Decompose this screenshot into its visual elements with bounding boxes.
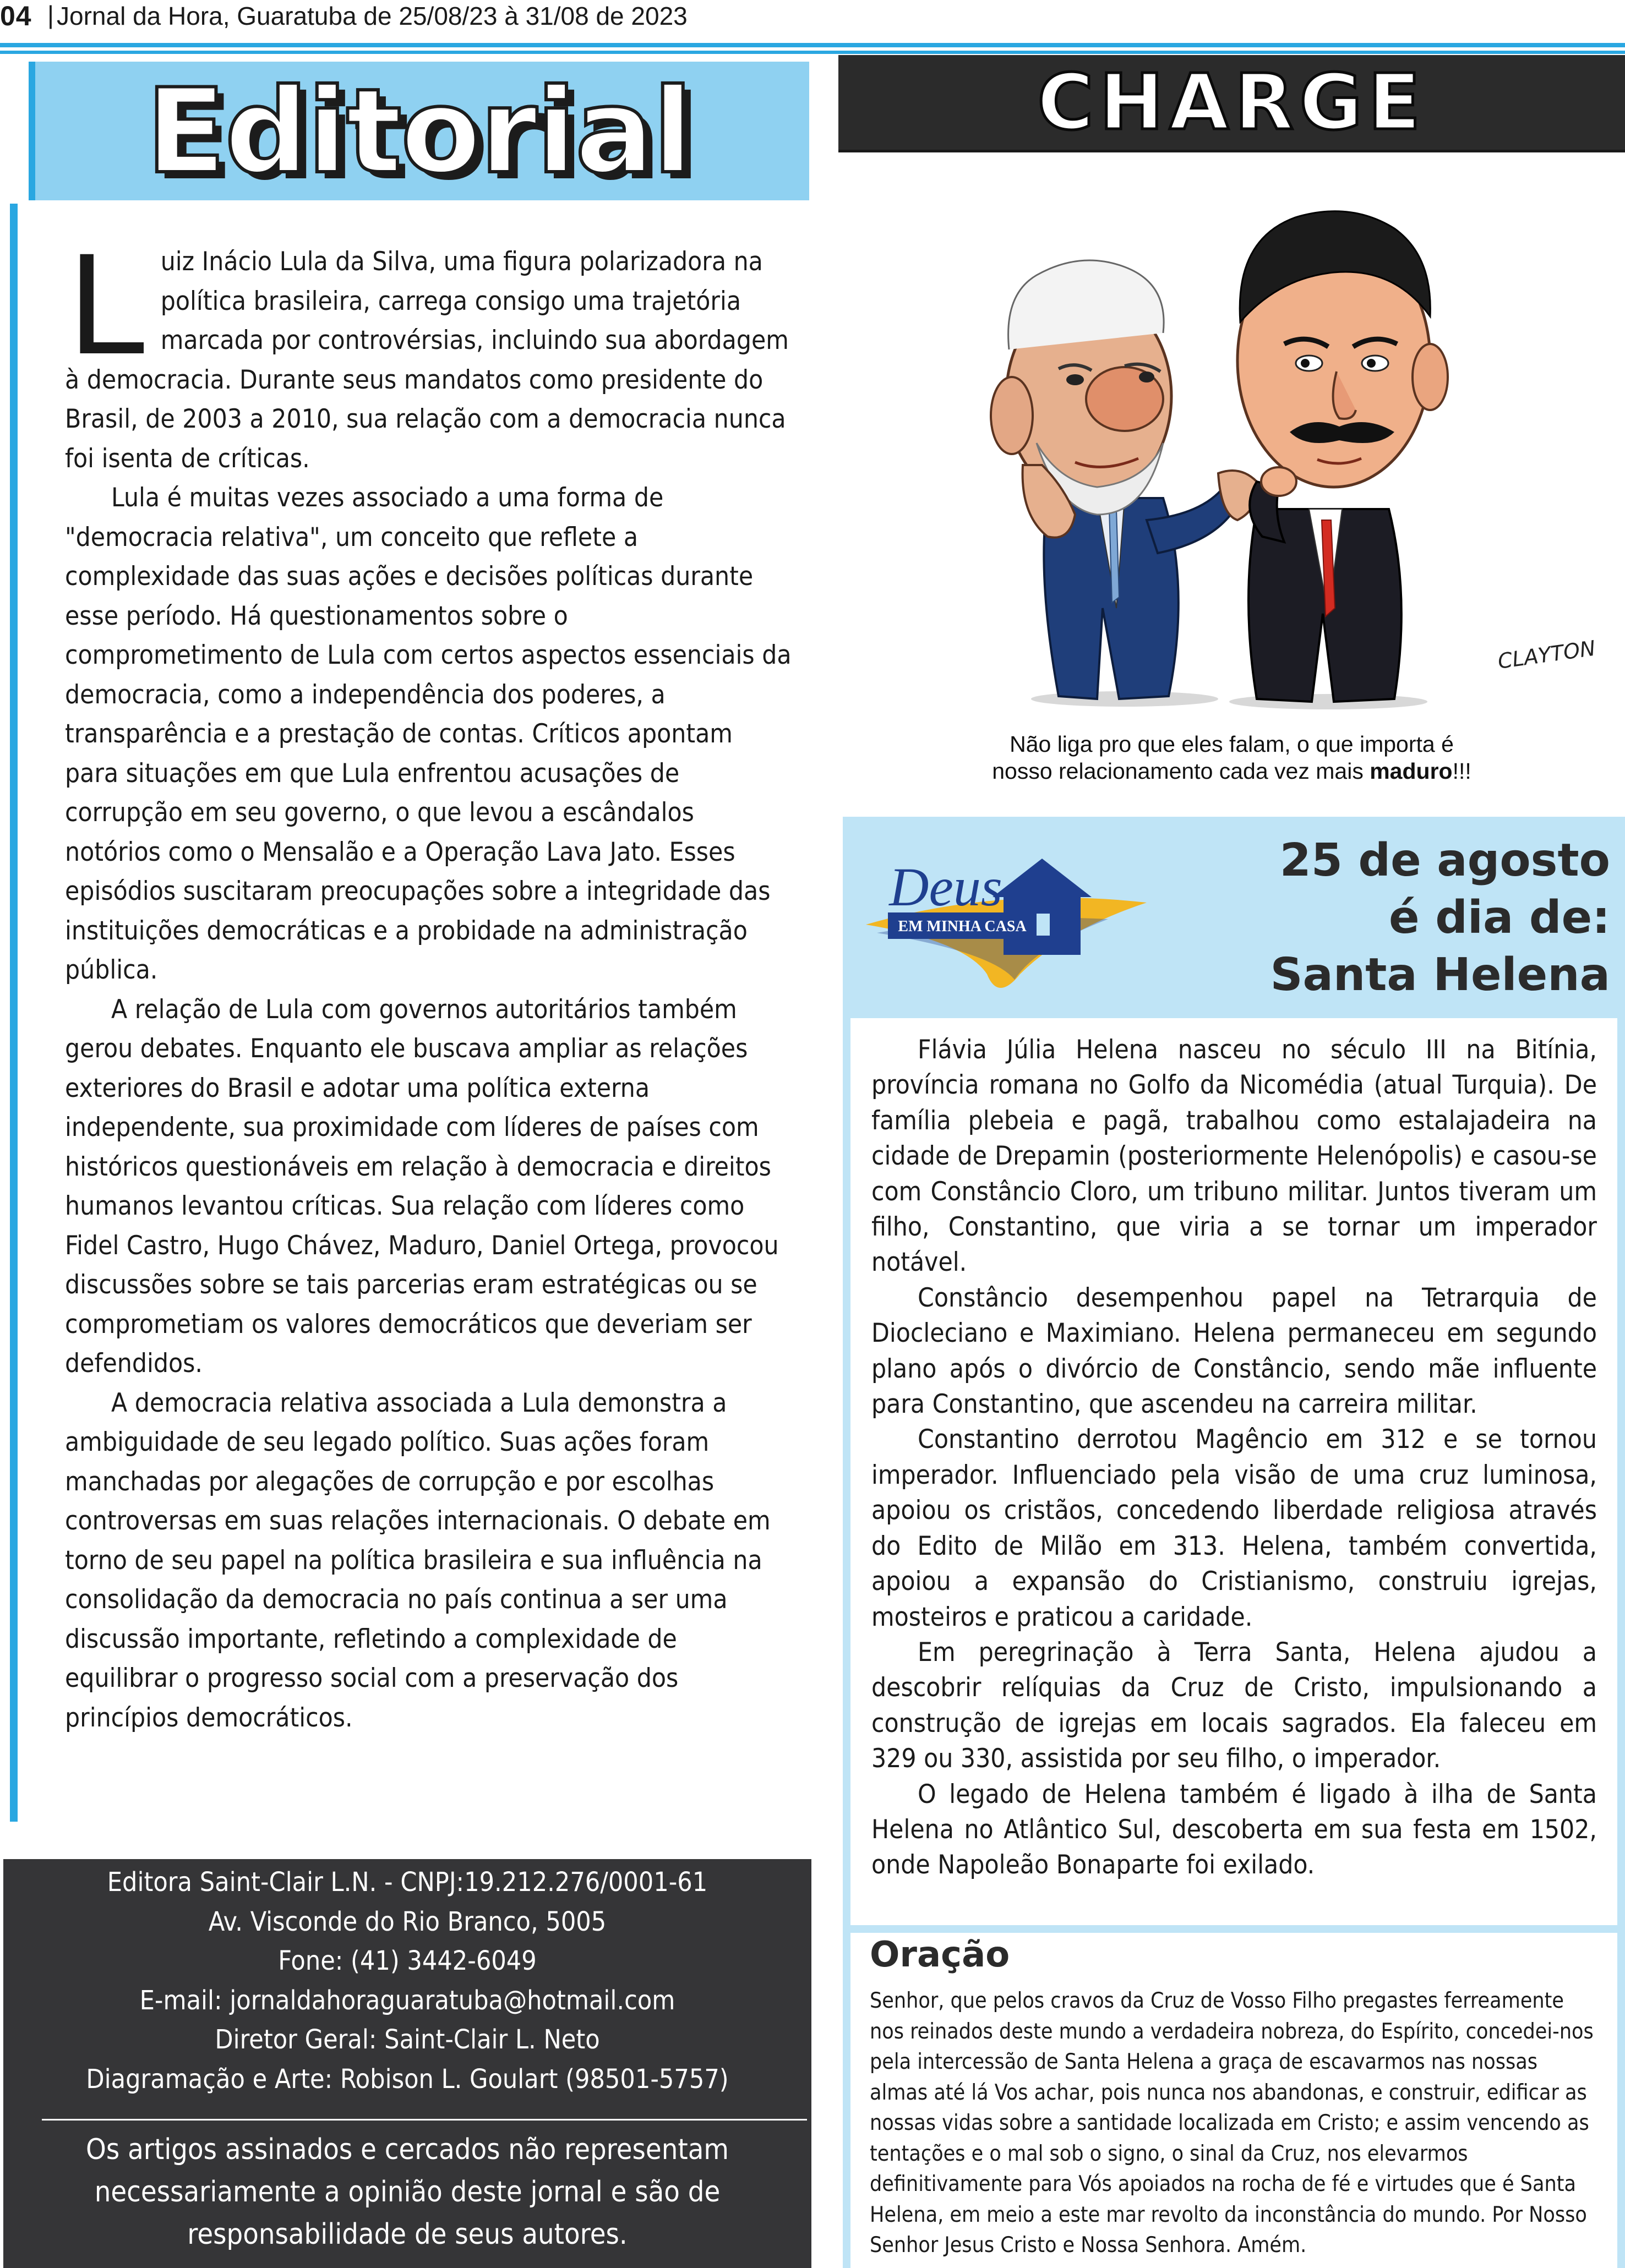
editorial-paragraph: A democracia relativa associada a Lula demonstra a ambiguidade de seu legado político. Suas ações foram manchadas por alegações de corrupção e por escolhas controversas em suas relações internacionais. O debate em torno de seu papel na política brasileira e sua influência na consolidação da democracia no país continua a ser uma discussão importante, refletindo a complexidade de equilibrar o progresso social com a preservação dos princípios democráticos. xyxy=(65,1387,771,1733)
right-caricature xyxy=(1237,211,1448,702)
credits-disclaimer xyxy=(3,2129,811,2256)
prayer-title: Oração xyxy=(870,1934,1010,1975)
cartoon-caption xyxy=(838,731,1625,785)
disclaimer-line: necessariamente a opinião deste jornal e são de xyxy=(94,2176,721,2209)
saint-paragraph: Em peregrinação à Terra Santa, Helena ajudou a descobrir relíquias da Cruz de Cristo, impulsionando a construção de igrejas em locais sagrados. Ela faleceu em 329 ou 330, assistida por seu filho, o imperador. xyxy=(871,1637,1597,1774)
logo-word: Deus xyxy=(889,856,1002,917)
saint-paragraph: O legado de Helena também é ligado à ilha de Santa Helena no Atlântico Sul, descoberta em sua festa em 1502, onde Napoleão Bonaparte foi exilado. xyxy=(871,1779,1597,1881)
editorial-lead-text: uiz Inácio Lula da Silva, uma figura polarizadora na política brasileira, carrega consigo uma trajetória marcada por controvérsias, incluindo sua abordagem à democracia. Durante seus mandatos como presidente do Brasil, de 2003 a 2010, sua relação com a democracia nunca foi isenta de críticas. xyxy=(65,247,789,474)
saint-date: 25 de agosto xyxy=(1279,834,1610,887)
prayer-text: Senhor, que pelos cravos da Cruz de Vosso Filho pregastes ferreamente nos reinados deste mundo a verdadeira nobreza, do Espírito, concedei-nos pela intercessão de Santa Helena a graça de escavarmos nas nossas almas até lá Vos achar, pois nunca nos abandonas, e construir, edificar as nossas vidas sobre a santidade localizada em Cristo; e assim vencendo as tentações e o mal sob o signo, o sinal da Cruz, nos elevarmos definitivamente para Vós apoiados na rocha de fé e virtudes que é Santa Helena, em meio a este mar revolto da inconstância do mundo. Por Nosso Senhor Jesus Cristo e Nossa Senhora. Amém. xyxy=(870,1988,1594,2258)
caption-line xyxy=(838,758,1625,785)
credit-address: Av. Visconde do Rio Branco, 5005 xyxy=(208,1906,607,1937)
saint-biography xyxy=(871,1032,1597,1883)
credits-divider xyxy=(42,2119,807,2121)
saint-paragraph: Flávia Júlia Helena nasceu no século III na Bitínia, província romana no Golfo da Nicomédia (atual Turquia). De família plebeia e pagã, trabalhou como estalajadeira na cidade de Drepamin (posteriormente Helenópolis) e casou-se com Constâncio Cloro, um tribuno militar. Juntos tiveram um filho, Constantino, que viria a se tornar um imperador notável. xyxy=(871,1035,1597,1278)
saint-paragraph: Constâncio desempenhou papel na Tetrarquia de Diocleciano e Maximiano. Helena permaneceu em segundo plano após o divórcio de Constâncio, sendo mãe influente para Constantino, que ascendeu na carreira militar. xyxy=(871,1282,1597,1420)
cartoon-illustration xyxy=(838,157,1625,721)
caption-exclamation: !!! xyxy=(1452,758,1471,784)
saint-date-heading xyxy=(1217,832,1610,1004)
header-rule xyxy=(0,43,1625,47)
credit-publisher: Editora Saint-Clair L.N. - CNPJ:19.212.276/0001-61 xyxy=(107,1867,708,1898)
page-number: 04 xyxy=(0,1,32,31)
credits-lines xyxy=(3,1863,811,2099)
editorial-paragraph: A relação de Lula com governos autoritários também gerou debates. Enquanto ele buscava ampliar as relações exteriores do Brasil e adotar uma política externa independente, sua proximidade com líderes de países com históricos questionáveis em relação à democracia e direitos humanos levantou críticas. Sua relação com líderes como Fidel Castro, Hugo Chávez, Maduro, Daniel Ortega, provocou discussões sobre se tais parcerias eram estratégicas ou se comprometiam os valores democráticos que deveriam ser defendidos. xyxy=(65,994,779,1379)
credit-email: E-mail: jornaldahoraguaratuba@hotmail.com xyxy=(139,1985,675,2016)
credit-director: Diretor Geral: Saint-Clair L. Neto xyxy=(215,2024,600,2055)
disclaimer-line: Os artigos assinados e cercados não representam xyxy=(86,2133,729,2166)
drop-cap: L xyxy=(68,223,149,384)
logo-subtitle: EM MINHA CASA xyxy=(898,918,1027,935)
caption-text: nosso relacionamento cada vez mais xyxy=(992,758,1370,784)
disclaimer-line: responsabilidade de seus autores. xyxy=(187,2218,628,2251)
masthead: Jornal da Hora, Guaratuba de 25/08/23 à 31/08 de 2023 xyxy=(57,2,688,30)
header-separator: | xyxy=(47,1,54,29)
left-caricature xyxy=(991,260,1257,699)
credit-layout: Diagramação e Arte: Robison L. Goulart (98501-5757) xyxy=(86,2063,729,2095)
editorial-side-rule xyxy=(10,204,18,1822)
cartoon-signature: CLAYTON xyxy=(1496,636,1597,674)
saint-name: Santa Helena xyxy=(1270,949,1610,1001)
editorial-paragraph: Lula é muitas vezes associado a uma forma de "democracia relativa", um conceito que reflete a complexidade das suas ações e decisões políticas durante esse período. Há questionamentos sobre o comprometimento de Lula com certos aspectos essenciais da democracia, como a independência dos poderes, a transparência e a prestação de contas. Críticos apontam para situações em que Lula enfrentou acusações de corrupção em seu governo, o que levou a escândalos notórios como o Mensalão e a Operação Lava Jato. Esses episódios suscitaram preocupações sobre a integridade das instituições democráticas e a probidade na administração pública. xyxy=(65,483,792,985)
caption-highlight: maduro xyxy=(1370,758,1453,784)
editorial-title: Editorial xyxy=(146,63,692,199)
saint-paragraph: Constantino derrotou Magêncio em 312 e se tornou imperador. Influenciado pela visão de uma cruz luminosa, apoiou os cristãos, concedendo liberdade religiosa através do Edito de Milão em 313. Helena, também convertida, apoiou a expansão do Cristianismo, construiu igrejas, mosteiros e praticou a caridade. xyxy=(871,1424,1597,1632)
charge-banner-rule xyxy=(838,150,1625,152)
credit-phone: Fone: (41) 3442-6049 xyxy=(278,1945,537,1976)
caption-line: Não liga pro que eles falam, o que importa é xyxy=(1010,731,1454,757)
charge-title: CHARGE xyxy=(1037,57,1426,147)
editorial-article xyxy=(65,223,792,1737)
saint-day-label: é dia de: xyxy=(1389,892,1610,944)
header-rule-secondary xyxy=(0,51,1625,54)
editorial-paragraph xyxy=(65,223,792,478)
house-icon xyxy=(993,859,1092,955)
deus-em-minha-casa-logo xyxy=(855,837,1158,1002)
